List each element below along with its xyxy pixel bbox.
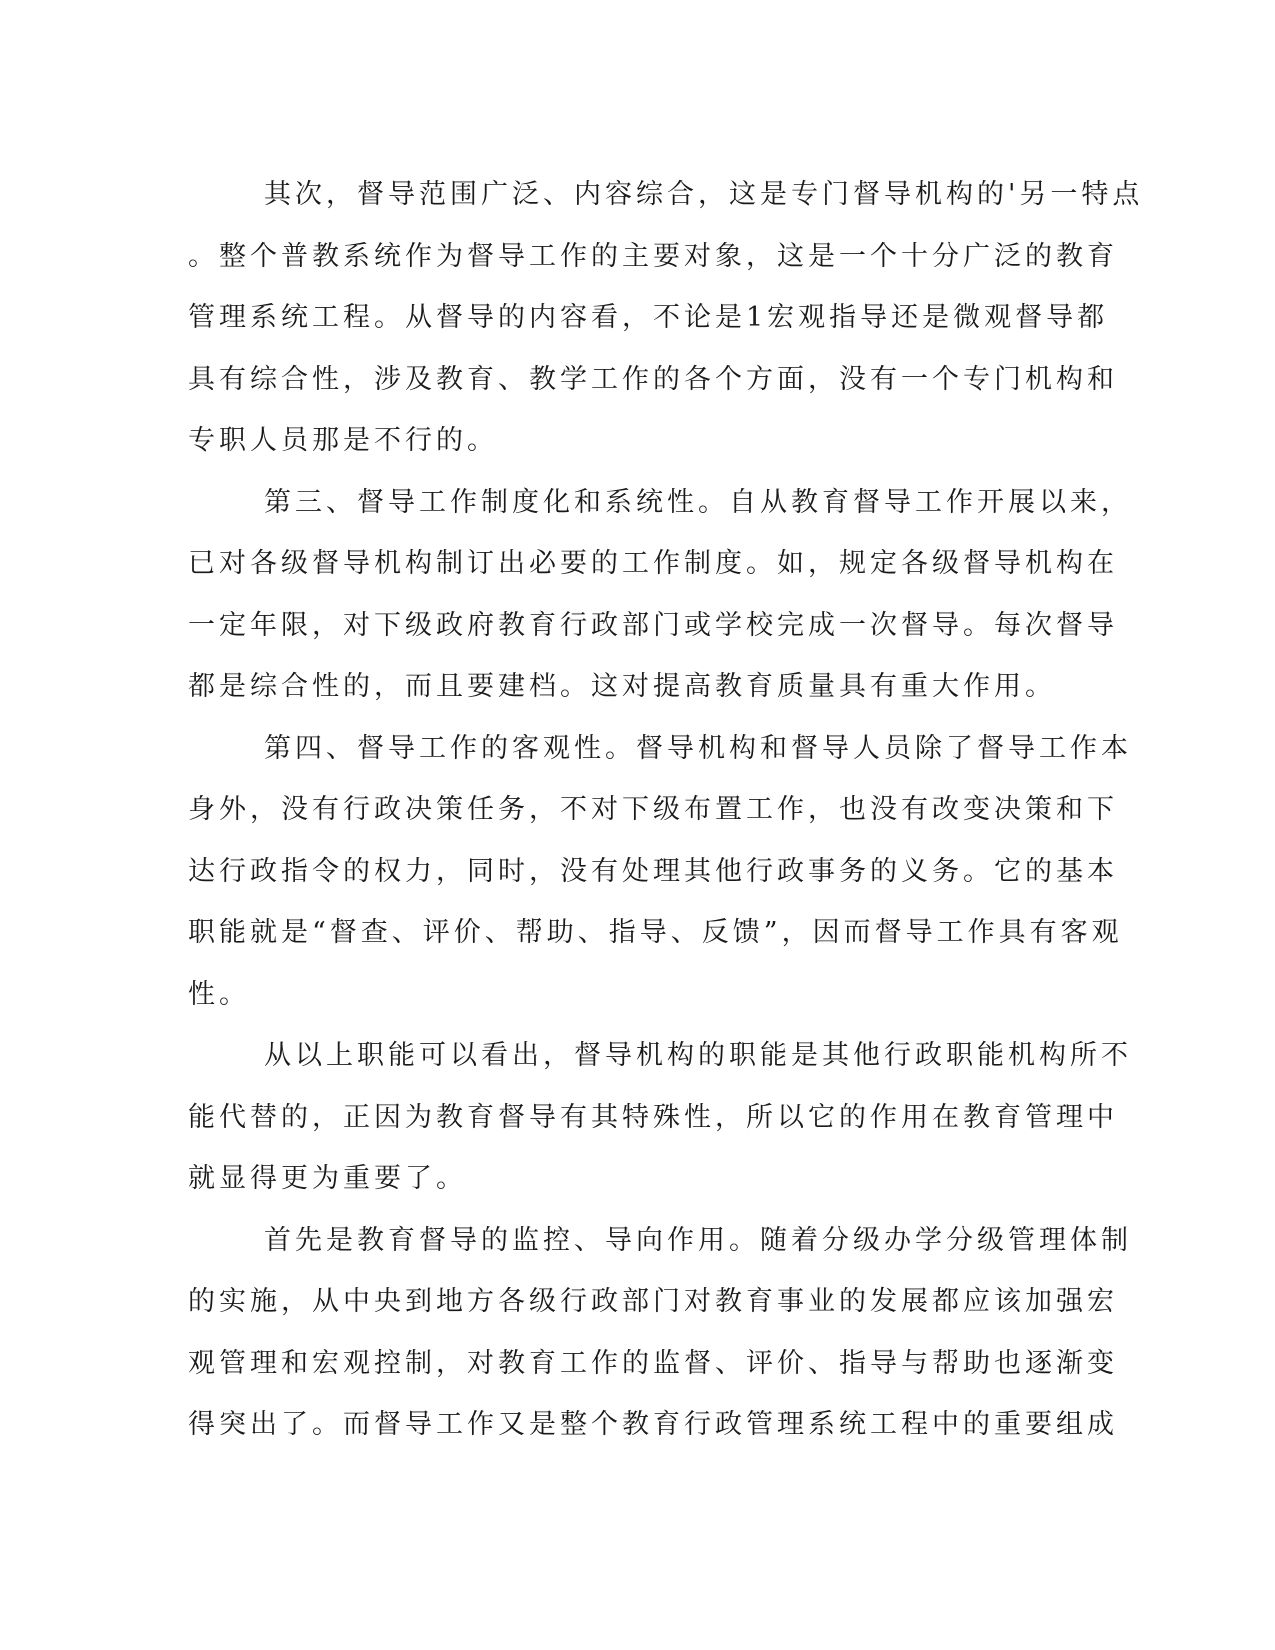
text-line: 管理系统工程。从督导的内容看，不论是1宏观指导还是微观督导都 — [188, 302, 1109, 333]
text-line: 一定年限，对下级政府教育行政部门或学校完成一次督导。每次督导 — [188, 609, 1118, 641]
text-line: 第三、督导工作制度化和系统性。自从教育督导工作开展以来， — [264, 486, 1132, 518]
text-line: 其次，督导范围广泛、内容综合，这是专门督导机构的'另一特点 — [264, 179, 1144, 210]
text-line: 职能就是“督查、评价、帮助、指导、反馈”，因而督导工作具有客观 — [188, 917, 1123, 948]
text-line: 从以上职能可以看出，督导机构的职能是其他行政职能机构所不 — [264, 1040, 1132, 1071]
text-line: 身外，没有行政决策任务，不对下级布置工作，也没有改变决策和下 — [188, 794, 1118, 825]
text-line: 都是综合性的，而且要建档。这对提高教育质量具有重大作用。 — [188, 671, 1056, 702]
text-line: 性。 — [188, 978, 250, 1010]
text-line: 已对各级督导机构制订出必要的工作制度。如，规定各级督导机构在 — [188, 548, 1118, 579]
text-line: 观管理和宏观控制，对教育工作的监督、评价、指导与帮助也逐渐变 — [188, 1347, 1118, 1379]
body-text — [188, 164, 1144, 1456]
text-line: 能代替的，正因为教育督导有其特殊性，所以它的作用在教育管理中 — [188, 1101, 1118, 1133]
text-line: 第四、督导工作的客观性。督导机构和督导人员除了督导工作本 — [264, 732, 1132, 764]
text-line: 的实施，从中央到地方各级行政部门对教育事业的发展都应该加强宏 — [188, 1286, 1118, 1317]
text-line: 具有综合性，涉及教育、教学工作的各个方面，没有一个专门机构和 — [188, 363, 1118, 395]
text-line: 得突出了。而督导工作又是整个教育行政管理系统工程中的重要组成 — [188, 1409, 1118, 1440]
text-line: 专职人员那是不行的。 — [188, 425, 498, 456]
text-line: 就显得更为重要了。 — [188, 1163, 467, 1194]
text-line: 首先是教育督导的监控、导向作用。随着分级办学分级管理体制 — [264, 1224, 1132, 1256]
text-line: 。整个普教系统作为督导工作的主要对象，这是一个十分广泛的教育 — [188, 240, 1118, 272]
text-line: 达行政指令的权力，同时，没有处理其他行政事务的义务。它的基本 — [188, 855, 1118, 887]
